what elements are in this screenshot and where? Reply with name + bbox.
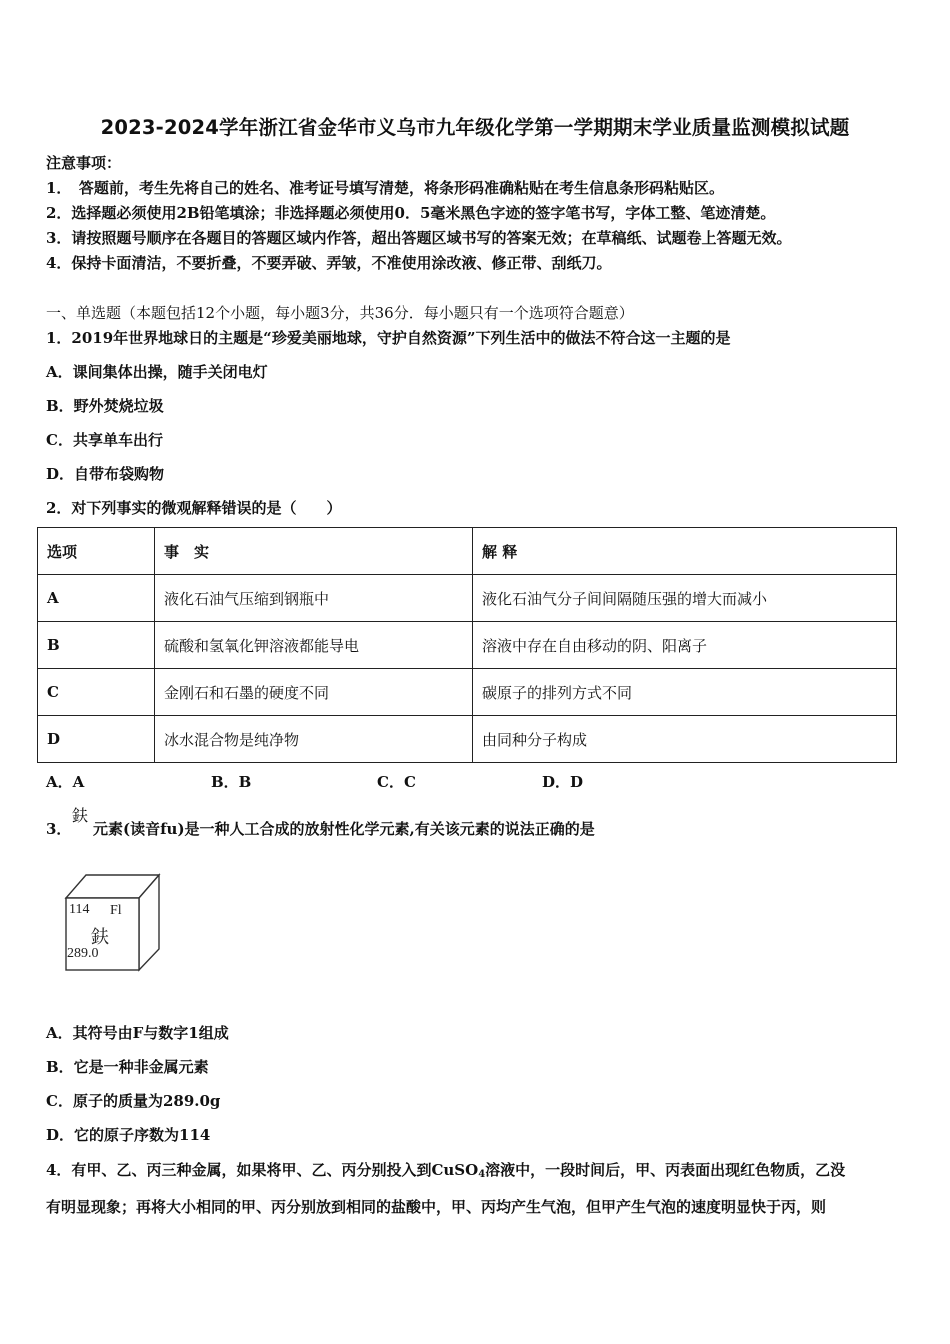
notice-item: 4．保持卡面清洁，不要折叠，不要弄破、弄皱，不准使用涂改液、修正带、刮纸刀。 [46,254,612,272]
q3-number: 3． [46,820,72,838]
q4-line-1-end: 溶液中，一段时间后，甲、丙表面出现红色物质，乙没 [485,1161,846,1179]
table-cell: 溶液中存在自由移动的阴、阳离子 [473,622,897,669]
q4-line-1-start: 4．有甲、乙、丙三种金属，如果将甲、乙、丙分别投入到CuSO [46,1161,479,1179]
q3-option-d: D．它的原子序数为114 [46,1126,211,1144]
table-row [38,669,897,716]
table-row [38,575,897,622]
notice-item: 1． 答题前，考生先将自己的姓名、准考证号填写清楚，将条形码准确粘贴在考生信息条形码粘贴区。 [46,179,724,197]
element-symbol: Fl [110,903,122,918]
q1-option-a: A．课间集体出操，随手关闭电灯 [46,363,268,381]
q4-subscript: 4 [478,1169,486,1180]
notice-item: 3．请按照题号顺序在各题目的答题区域内作答，超出答题区域书写的答案无效；在草稿纸、试题卷上答题无效。 [46,229,792,247]
table-cell: B [38,622,155,669]
q2-table [37,527,897,763]
q3-option-c: C．原子的质量为289.0g [46,1092,221,1110]
table-cell: 金刚石和石墨的硬度不同 [155,669,473,716]
q1-option-c: C．共享单车出行 [46,431,163,449]
q3-option-a: A．其符号由F与数字1组成 [46,1024,229,1042]
q3-element-char: 鈇 [72,806,89,825]
table-row [38,622,897,669]
table-cell: 液化石油气压缩到钢瓶中 [155,575,473,622]
atomic-number: 114 [69,902,90,917]
atomic-mass: 289.0 [67,946,99,961]
q2-choice-d: D．D [542,773,584,791]
q2-choice-c: C．C [377,773,416,791]
notice-item: 2．选择题必须使用2B铅笔填涂；非选择题必须使用0．5毫米黑色字迹的签字笔书写，字体工整、笔迹清楚。 [46,204,776,222]
q1-option-b: B．野外焚烧垃圾 [46,397,164,415]
table-header: 事 实 [155,528,473,575]
table-cell: C [38,669,155,716]
element-cell-diagram [63,873,163,973]
q3-stem: 元素(读音fu)是一种人工合成的放射性化学元素,有关该元素的说法正确的是 [93,820,595,838]
q4-line-2: 有明显现象；再将大小相同的甲、丙分别放到相同的盐酸中，甲、丙均产生气泡，但甲产生气泡的速度明显快于丙，则 [46,1198,827,1216]
table-header: 解 释 [473,528,897,575]
notice-heading: 注意事项： [46,154,122,172]
q1-stem: 1．2019年世界地球日的主题是“珍爱美丽地球，守护自然资源”下列生活中的做法不符合这一主题的是 [46,329,731,347]
q4-line-1 [46,1159,845,1180]
section-heading: 一、单选题（本题包括12个小题，每小题3分，共36分．每小题只有一个选项符合题意） [46,304,634,322]
table-cell: A [38,575,155,622]
table-cell: 硫酸和氢氧化钾溶液都能导电 [155,622,473,669]
page-title: 2023-2024学年浙江省金华市义乌市九年级化学第一学期期末学业质量监测模拟试题 [100,116,850,139]
q2-choice-a: A．A [46,773,85,791]
table-cell: 冰水混合物是纯净物 [155,716,473,763]
q1-option-d: D．自带布袋购物 [46,465,165,483]
table-cell: D [38,716,155,763]
table-cell: 碳原子的排列方式不同 [473,669,897,716]
q2-stem: 2．对下列事实的微观解释错误的是（ ） [46,499,342,517]
table-header: 选项 [38,528,155,575]
table-row [38,716,897,763]
table-cell: 液化石油气分子间间隔随压强的增大而减小 [473,575,897,622]
element-name: 鈇 [91,927,109,947]
table-cell: 由同种分子构成 [473,716,897,763]
q3-option-b: B．它是一种非金属元素 [46,1058,209,1076]
q2-choice-b: B．B [211,773,252,791]
table-header-row [38,528,897,575]
